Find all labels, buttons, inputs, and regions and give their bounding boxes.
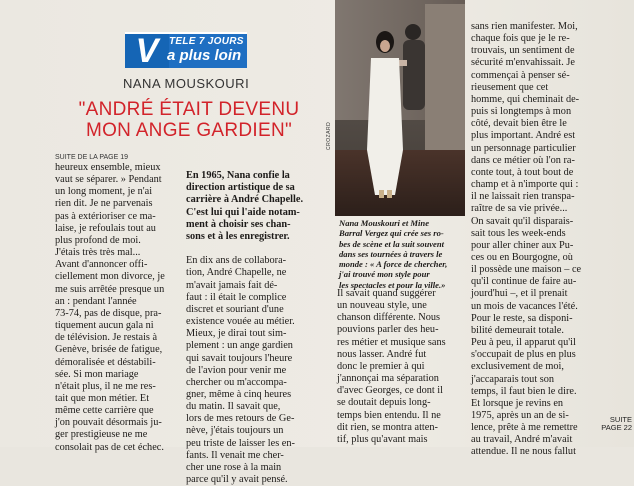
text-column-4: sans rien manifester. Moi, chaque fois que je le re- trouvais, un sentiment de sécurité m'envahissait. Je commençai à penser sé- rieusement que cet homme, qui cheminait de- puis si longtemps à mon côté, devait bien être le plus important. André est un personnage particulier dans ce métier où l'on ra- conte tout, à tout bout de champ et à n'importe qui : il ne laissait rien transpa- raître de sa vie privée... On savait qu'il disparais- sait tous les week-ends pour aller chiner aux Pu- ces ou en Bourgogne, où il possède une maison – ce qu'il continue de faire au- jourd'hui –, et il prenait un mois de vacances l'été. Pour le reste, sa disponi- bilité demeurait totale. Peu à peu, il apparut qu'il s'occupait de plus en plus exclusivement de moi, j'accaparais tout son temps, il faut bien le dire. Et lorsque je revins en 1975, après un an de si- lence, prête à me remettre au travail, André m'avait attendue. Il ne nous fallut [471,21,582,458]
continued-on-label [596,416,632,432]
logo-line-1: TELE 7 JOURS [169,36,244,47]
article-photo [335,0,465,216]
artist-name: NANA MOUSKOURI [123,76,250,91]
intro-paragraph: En 1965, Nana confie la direction artistique de sa carrière à André Chapelle. C'est lui qui l'aide notam- ment à choisir ses chan- sons et à les enregistrer. [186,170,304,242]
photo-caption: Nana Mouskouri et Mine Barral Vergez qui crée ses ro- bes de scène et la suit souvent dans ses tournées à travers le monde : « A force de chercher, j'ai trouvé mon style pour les spectacles et pour la ville.» [339,218,448,290]
photo-credit: CROZARD [326,121,332,150]
photo-clothes-rack [425,4,465,154]
column-2-body: En dix ans de collabora- tion, André Chapelle, ne m'avait jamais fait dé- faut : il était le complice discret et souriant d'une existence vouée au métier. Mieux, je dirai tout sim- plement : un ange gardien qui savait toujours l'heure de l'avion pour venir me chercher ou m'accompa- gner, même à cinq heures du matin. Il savait que, lors de mes retours de Ge- nève, j'étais toujours un peu triste de laisser les en- fants. Il venait me cher- cher une rose à la main parce qu'il y avait pensé. [186,255,295,486]
logo-line-2: a plus loin [167,47,242,64]
continued-from-label: SUITE DE LA PAGE 19 [55,154,129,161]
headline-line-1: "ANDRÉ ÉTAIT DEVENU [78,99,300,120]
tele7jours-logo [125,32,247,68]
logo-letter: V [125,34,169,68]
headline-line-2: MON ANGE GARDIEN" [85,120,293,141]
singer-figure [365,30,405,200]
article-headline [54,99,324,141]
text-column-2 [186,158,317,486]
continued-on-line-1: SUITE [609,415,632,424]
continued-on-line-2: PAGE 22 [601,423,632,432]
text-column-1: heureux ensemble, mieux vaut se séparer. » Pendant un long moment, je n'ai rien dit. Je ne parvenais pas à extérioriser ce ma- laise, je refoulais tout au plus profond de moi. J'étais très très mal... Avant d'annoncer offi- ciellement mon divorce, je me suis arrêtée presque un an : pendant l'année 73-74, pas de disque, pra- tiquement aucun gala ni de télévision. Je restais à Genève, brisée de fatigue, démoralisée et déstabili- sée. Si mon mariage n'était plus, il ne me res- tait que mon métier. Et même cette carrière que j'on pouvait désormais ju- ger prestigieuse ne me consolait pas de cet échec. [55,162,165,453]
text-column-3: Il savait quand suggérer un nouveau style, une chanson différente. Nous pouvions parler des heu- res métier et musique sans nous lasser. André fut donc le premier à qui j'annonçai ma séparation d'avec Georges, ce dont il se doutait depuis long- temps bien entendu. Il ne dit rien, se montra atten- tif, plus qu'avant mais [337,288,446,445]
